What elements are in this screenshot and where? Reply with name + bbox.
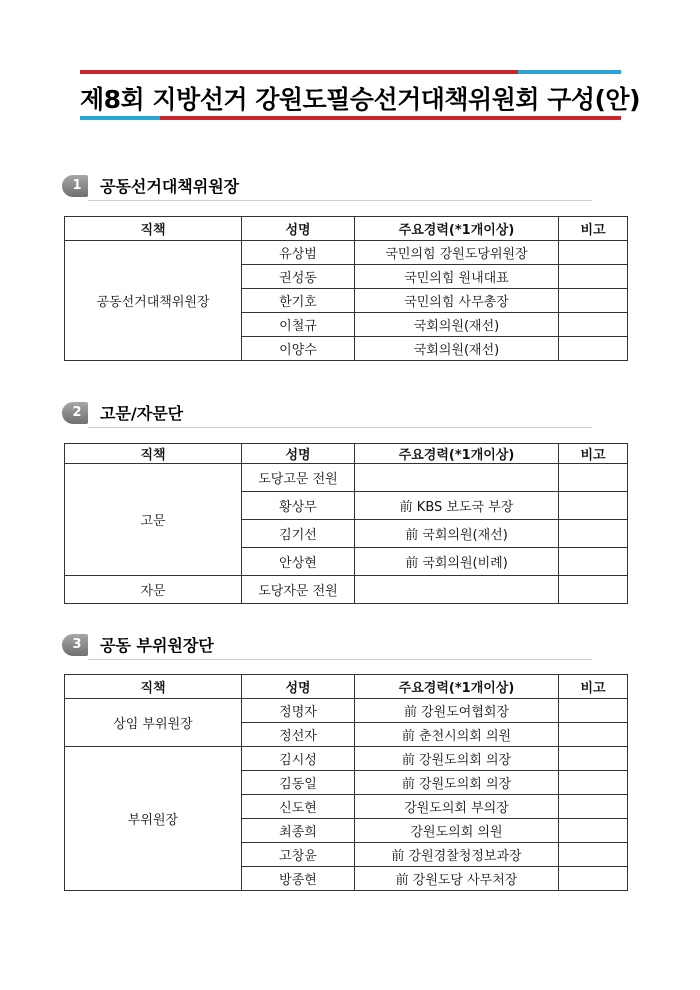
- section-title: 공동선거대책위원장: [100, 177, 240, 196]
- section-number-badge: 2: [62, 402, 88, 424]
- note-cell: [559, 699, 628, 723]
- note-cell: [559, 795, 628, 819]
- note-cell: [559, 723, 628, 747]
- note-cell: [559, 492, 628, 520]
- name-cell: 유상범: [242, 241, 355, 265]
- note-cell: [559, 313, 628, 337]
- header-note: 비고: [559, 217, 628, 241]
- role-cell: 상임 부위원장: [65, 699, 242, 747]
- bottom-blue-bar: [80, 116, 160, 120]
- header-role: 직책: [65, 217, 242, 241]
- top-red-bar: [80, 70, 518, 74]
- name-cell: 안상현: [242, 548, 355, 576]
- note-cell: [559, 576, 628, 604]
- name-cell: 도당자문 전원: [242, 576, 355, 604]
- career-cell: 국민의힘 강원도당위원장: [355, 241, 559, 265]
- bottom-red-bar: [160, 116, 621, 120]
- career-cell: 국민의힘 사무총장: [355, 289, 559, 313]
- career-cell: 前 국회의원(재선): [355, 520, 559, 548]
- role-cell: 공동선거대책위원장: [65, 241, 242, 361]
- table-row: [65, 464, 628, 492]
- career-cell: 국회의원(재선): [355, 337, 559, 361]
- name-cell: 신도현: [242, 795, 355, 819]
- table-row: [65, 576, 628, 604]
- name-cell: 김동일: [242, 771, 355, 795]
- name-cell: 최종희: [242, 819, 355, 843]
- note-cell: [559, 241, 628, 265]
- section-1-table: [64, 216, 628, 361]
- document-title-banner: [80, 70, 641, 120]
- section-2-heading: [62, 398, 592, 428]
- document-title: 제8회 지방선거 강원도필승선거대책위원회 구성(안): [80, 85, 641, 114]
- header-career: 주요경력(*1개이상): [355, 675, 559, 699]
- note-cell: [559, 520, 628, 548]
- name-cell: 이철규: [242, 313, 355, 337]
- header-career: 주요경력(*1개이상): [355, 217, 559, 241]
- section-underline: [88, 659, 592, 660]
- table-row: [65, 241, 628, 265]
- career-cell: 강원도의회 부의장: [355, 795, 559, 819]
- header-name: 성명: [242, 444, 355, 464]
- name-cell: 권성동: [242, 265, 355, 289]
- career-cell: 국회의원(재선): [355, 313, 559, 337]
- note-cell: [559, 464, 628, 492]
- section-number-badge: 1: [62, 175, 88, 197]
- note-cell: [559, 819, 628, 843]
- career-cell: 前 춘천시의회 의원: [355, 723, 559, 747]
- header-role: 직책: [65, 444, 242, 464]
- name-cell: 한기호: [242, 289, 355, 313]
- section-title: 공동 부위원장단: [100, 636, 214, 655]
- career-cell: 국민의힘 원내대표: [355, 265, 559, 289]
- section-underline: [88, 427, 592, 428]
- section-underline: [88, 200, 592, 201]
- note-cell: [559, 771, 628, 795]
- name-cell: 김시성: [242, 747, 355, 771]
- name-cell: 방종현: [242, 867, 355, 891]
- name-cell: 김기선: [242, 520, 355, 548]
- header-career: 주요경력(*1개이상): [355, 444, 559, 464]
- career-cell: 前 강원도의회 의장: [355, 771, 559, 795]
- table-row: [65, 747, 628, 771]
- career-cell: 前 강원도의회 의장: [355, 747, 559, 771]
- section-2-table: [64, 443, 628, 604]
- note-cell: [559, 843, 628, 867]
- name-cell: 정명자: [242, 699, 355, 723]
- note-cell: [559, 747, 628, 771]
- table-header-row: [65, 217, 628, 241]
- note-cell: [559, 337, 628, 361]
- role-cell: 고문: [65, 464, 242, 576]
- section-3-heading: [62, 630, 592, 660]
- note-cell: [559, 265, 628, 289]
- section-3-table: [64, 674, 628, 891]
- header-note: 비고: [559, 675, 628, 699]
- note-cell: [559, 867, 628, 891]
- name-cell: 도당고문 전원: [242, 464, 355, 492]
- section-number-badge: 3: [62, 634, 88, 656]
- role-cell: 자문: [65, 576, 242, 604]
- header-role: 직책: [65, 675, 242, 699]
- name-cell: 고창윤: [242, 843, 355, 867]
- name-cell: 정선자: [242, 723, 355, 747]
- top-blue-bar: [518, 70, 621, 74]
- header-note: 비고: [559, 444, 628, 464]
- header-name: 성명: [242, 675, 355, 699]
- career-cell: 강원도의회 의원: [355, 819, 559, 843]
- career-cell: 前 국회의원(비례): [355, 548, 559, 576]
- table-row: [65, 699, 628, 723]
- table-header-row: [65, 675, 628, 699]
- note-cell: [559, 289, 628, 313]
- name-cell: 황상무: [242, 492, 355, 520]
- role-cell: 부위원장: [65, 747, 242, 891]
- note-cell: [559, 548, 628, 576]
- career-cell: [355, 464, 559, 492]
- name-cell: 이양수: [242, 337, 355, 361]
- career-cell: 前 강원도당 사무처장: [355, 867, 559, 891]
- section-1-heading: [62, 171, 592, 201]
- career-cell: 前 KBS 보도국 부장: [355, 492, 559, 520]
- career-cell: 前 강원경찰청정보과장: [355, 843, 559, 867]
- career-cell: 前 강원도여협회장: [355, 699, 559, 723]
- career-cell: [355, 576, 559, 604]
- table-header-row: [65, 444, 628, 464]
- section-title: 고문/자문단: [100, 404, 184, 423]
- header-name: 성명: [242, 217, 355, 241]
